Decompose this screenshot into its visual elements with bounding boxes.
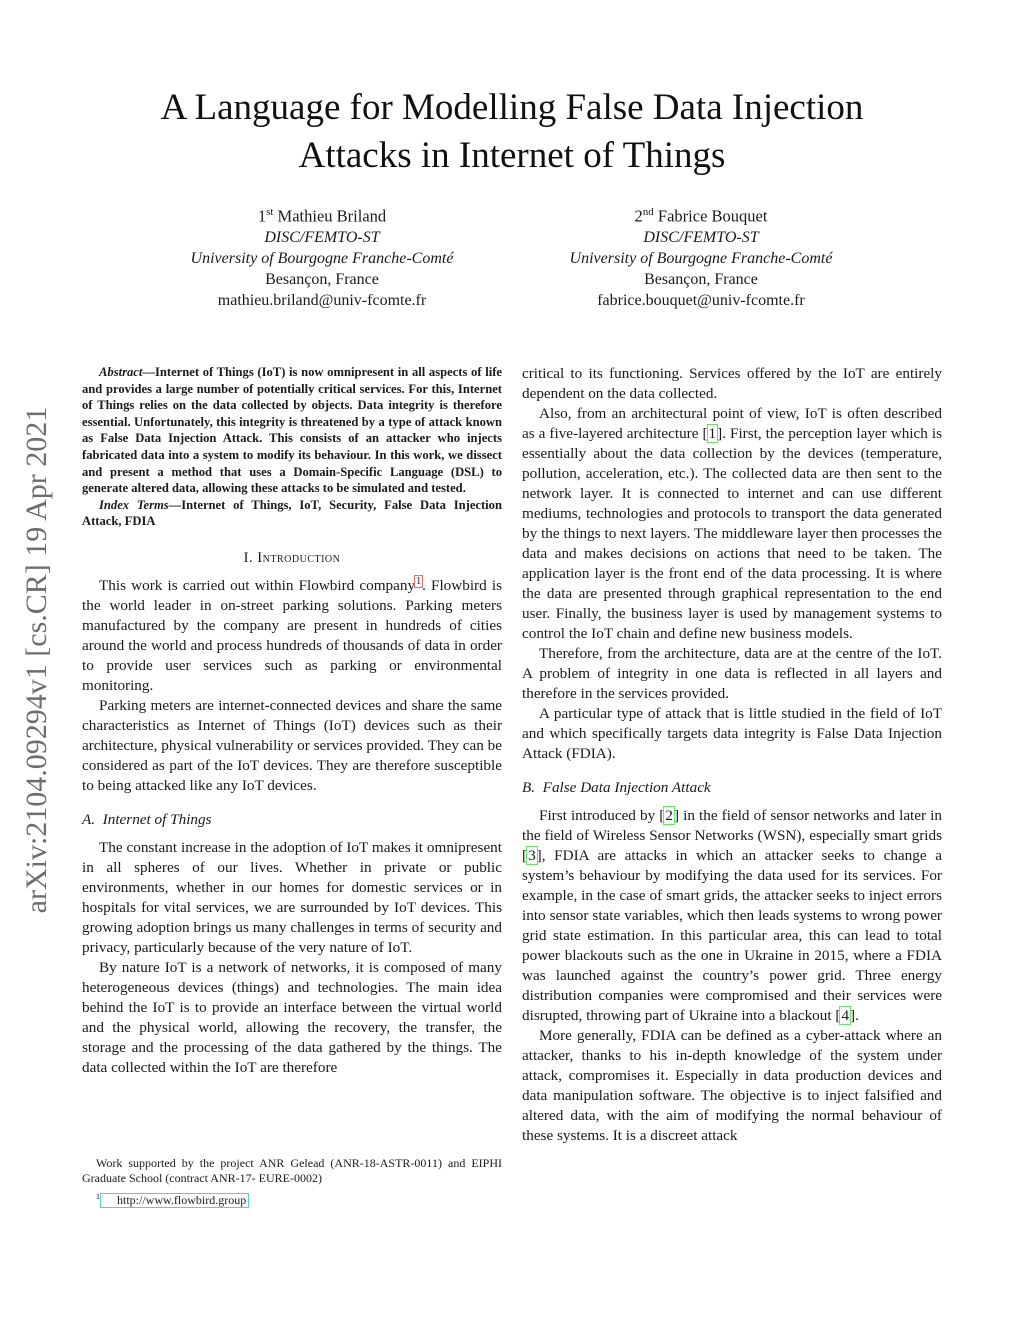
right-paragraph-4 [522, 806, 942, 1026]
abstract [82, 364, 502, 497]
author-ord: 1 [257, 206, 267, 226]
text-run: ] in the field of sensor networks and later in the field of Wireless Sensor Networks (WSN), especially smart grids [ [522, 807, 942, 864]
section-heading-introduction [82, 548, 502, 568]
text-run: ], FDIA are attacks in which an attacker seeks to change a system’s behaviour by modifying the data used for its services. For example, in the case of smart grids, the attacker seeks to inject errors into sensor state variables, which then leads systems to wrong power grid state estimation. In this particular area, this can lead to total power blackouts such as the one in Ukraine in 2015, where a FDIA was launched against the country’s power grid. Three energy distribution companies were compromised and their services were disrupted, throwing part of Ukraine into a blackout [ [522, 847, 942, 1024]
index-terms [82, 497, 502, 530]
section-title: Introduction [257, 549, 341, 566]
left-column [82, 364, 502, 1078]
intro-p1-end: . Flowbird is the world leader in on-street parking solutions. Parking meters manufactured by the company are present in hundreds of cities around the world and process hundreds of thousands of data in order to provide user services such as parking or environmental monitoring. [82, 576, 502, 694]
subsection-heading-fdia [522, 778, 942, 798]
paper-title [80, 84, 944, 180]
author-ord-sup: st [266, 206, 274, 218]
title-line-2: Attacks in Internet of Things [298, 135, 726, 176]
author-city: Besançon, France [265, 270, 379, 288]
right-paragraph-2: Therefore, from the architecture, data are at the centre of the IoT. A problem of integrity in one data is reflected in all layers and therefore in the services provided. [522, 645, 942, 702]
footnote-ref-link[interactable]: 1 [416, 575, 422, 587]
right-column [522, 364, 942, 1146]
iot-paragraph-1: The constant increase in the adoption of IoT makes it omnipresent in all spheres of our lives. Whether in private or public environments, whether in our homes for domestic services or in hospitals for vital services, we are surrounded by IoT devices. This growing adoption brings us many challenges in terms of security and privacy, particularly because of the very nature of IoT. [82, 838, 502, 956]
author-block-2 [531, 202, 871, 311]
subsection-title: False Data Injection Attack [542, 779, 711, 796]
text-run: Also, from an architectural point of view, IoT is often described as a five-layered architecture [ [522, 405, 942, 442]
text-run: ]. First, the perception layer which is essentially about the data collection by the devices (temperature, pollution, acceleration, etc.). The collected data are then sent to the network layer. It is connected to internet and can use different mediums, technologies and protocols to transport the data generated by the things to next layers. The middleware layer then processes the data and makes decisions on actions that need to be taken. The application layer is the front end of the data processing. It is where the data are presented through graphical representation to the end user. Finally, the business layer is used by management systems to control the IoT chain and define new business models. [522, 425, 942, 642]
author-name: Fabrice Bouquet [657, 206, 768, 226]
author-email: mathieu.briland@univ-fcomte.fr [217, 291, 427, 309]
text-run: ]. [850, 1007, 859, 1024]
subsection-heading-iot [82, 810, 502, 830]
footnote-support: Work supported by the project ANR Gelead (ANR-18-ASTR-0011) and EIPHI Graduate School (contract ANR-17- EURE-0002) [82, 1156, 502, 1185]
subsection-label: B. [522, 779, 536, 796]
citation-link-4[interactable]: 4 [841, 1007, 850, 1024]
footnotes [82, 1156, 502, 1208]
text-run: First introduced by [ [539, 807, 665, 824]
citation-link-2[interactable]: 2 [665, 807, 673, 824]
abstract-text: —Internet of Things (IoT) is now omnipresent in all aspects of life and provides a large number of potentially critical services. For this, Internet of Things relies on the data collected by objects. Data integrity is therefore essential. Unfortunately, this integrity is threatened by a type of attack known as False Data Injection Attack. This consists of an attacker who injects fabricated data into a system to modify its behaviour. In this work, we dissect and present a method that uses a Domain-Specific Language (DSL) to generate altered data, allowing these attacks to be simulated and tested. [82, 365, 502, 496]
author-email: fabrice.bouquet@univ-fcomte.fr [597, 291, 805, 309]
intro-p1-start: This work is carried out within Flowbird company [99, 576, 416, 594]
author-university: University of Bourgogne Franche-Comté [190, 249, 454, 267]
right-paragraph-0: critical to its functioning. Services offered by the IoT are entirely dependent on the data collected. [522, 365, 942, 402]
author-dept: DISC/FEMTO-ST [264, 228, 380, 246]
intro-paragraph-2: Parking meters are internet-connected devices and share the same characteristics as Internet of Things (IoT) devices such as their architecture, physical vulnerability or services provided. They can be considered as part of the IoT devices. They are therefore susceptible to being attacked like any IoT devices. [82, 696, 502, 794]
subsection-label: A. [82, 810, 96, 828]
index-terms-label: Index Terms [99, 497, 169, 512]
iot-paragraph-2: By nature IoT is a network of networks, it is composed of many heterogeneous devices (things) and technologies. The main idea behind the IoT is to provide an interface between the virtual world and the physical world, allowing the recovery, the transfer, the storage and the processing of the data gathered by the things. The data collected within the IoT are therefore [82, 958, 502, 1076]
citation-link-1[interactable]: 1 [708, 425, 717, 442]
subsection-title: Internet of Things [102, 810, 212, 828]
footnote-1 [82, 1189, 502, 1208]
flowbird-url-link[interactable]: http://www.flowbird.group [100, 1193, 249, 1208]
author-dept: DISC/FEMTO-ST [643, 228, 759, 246]
footnote-number: 1 [96, 1192, 100, 1201]
title-line-1: A Language for Modelling False Data Injection [160, 87, 864, 128]
author-ord-sup: nd [642, 206, 654, 218]
right-paragraph-5: More generally, FDIA can be defined as a cyber-attack where an attacker, thanks to his in-depth knowledge of the system under attack, compromises it. Especially in data production devices and data manipulation software. The objective is to inject falsified and altered data, with the aim of modifying the normal behaviour of these systems. It is a discreet attack [522, 1027, 942, 1144]
section-number: I. [243, 549, 254, 566]
intro-paragraph-1 [82, 576, 502, 696]
arxiv-sidebar-stamp: arXiv:2104.09294v1 [cs.CR] 19 Apr 2021 [20, 406, 53, 914]
author-ord: 2 [634, 206, 643, 226]
right-paragraph-1 [522, 404, 942, 644]
author-university: University of Bourgogne Franche-Comté [569, 249, 833, 267]
author-city: Besançon, France [644, 270, 758, 288]
citation-link-3[interactable]: 3 [528, 847, 536, 864]
abstract-label: Abstract [99, 365, 143, 379]
right-paragraph-3: A particular type of attack that is little studied in the field of IoT and which specifically targets data integrity is False Data Injection Attack (FDIA). [522, 705, 942, 762]
author-block-1 [152, 202, 492, 311]
author-name: Mathieu Briland [277, 206, 387, 226]
index-terms-text: —Internet of Things, IoT, Security, False Data Injection Attack, FDIA [82, 497, 502, 529]
